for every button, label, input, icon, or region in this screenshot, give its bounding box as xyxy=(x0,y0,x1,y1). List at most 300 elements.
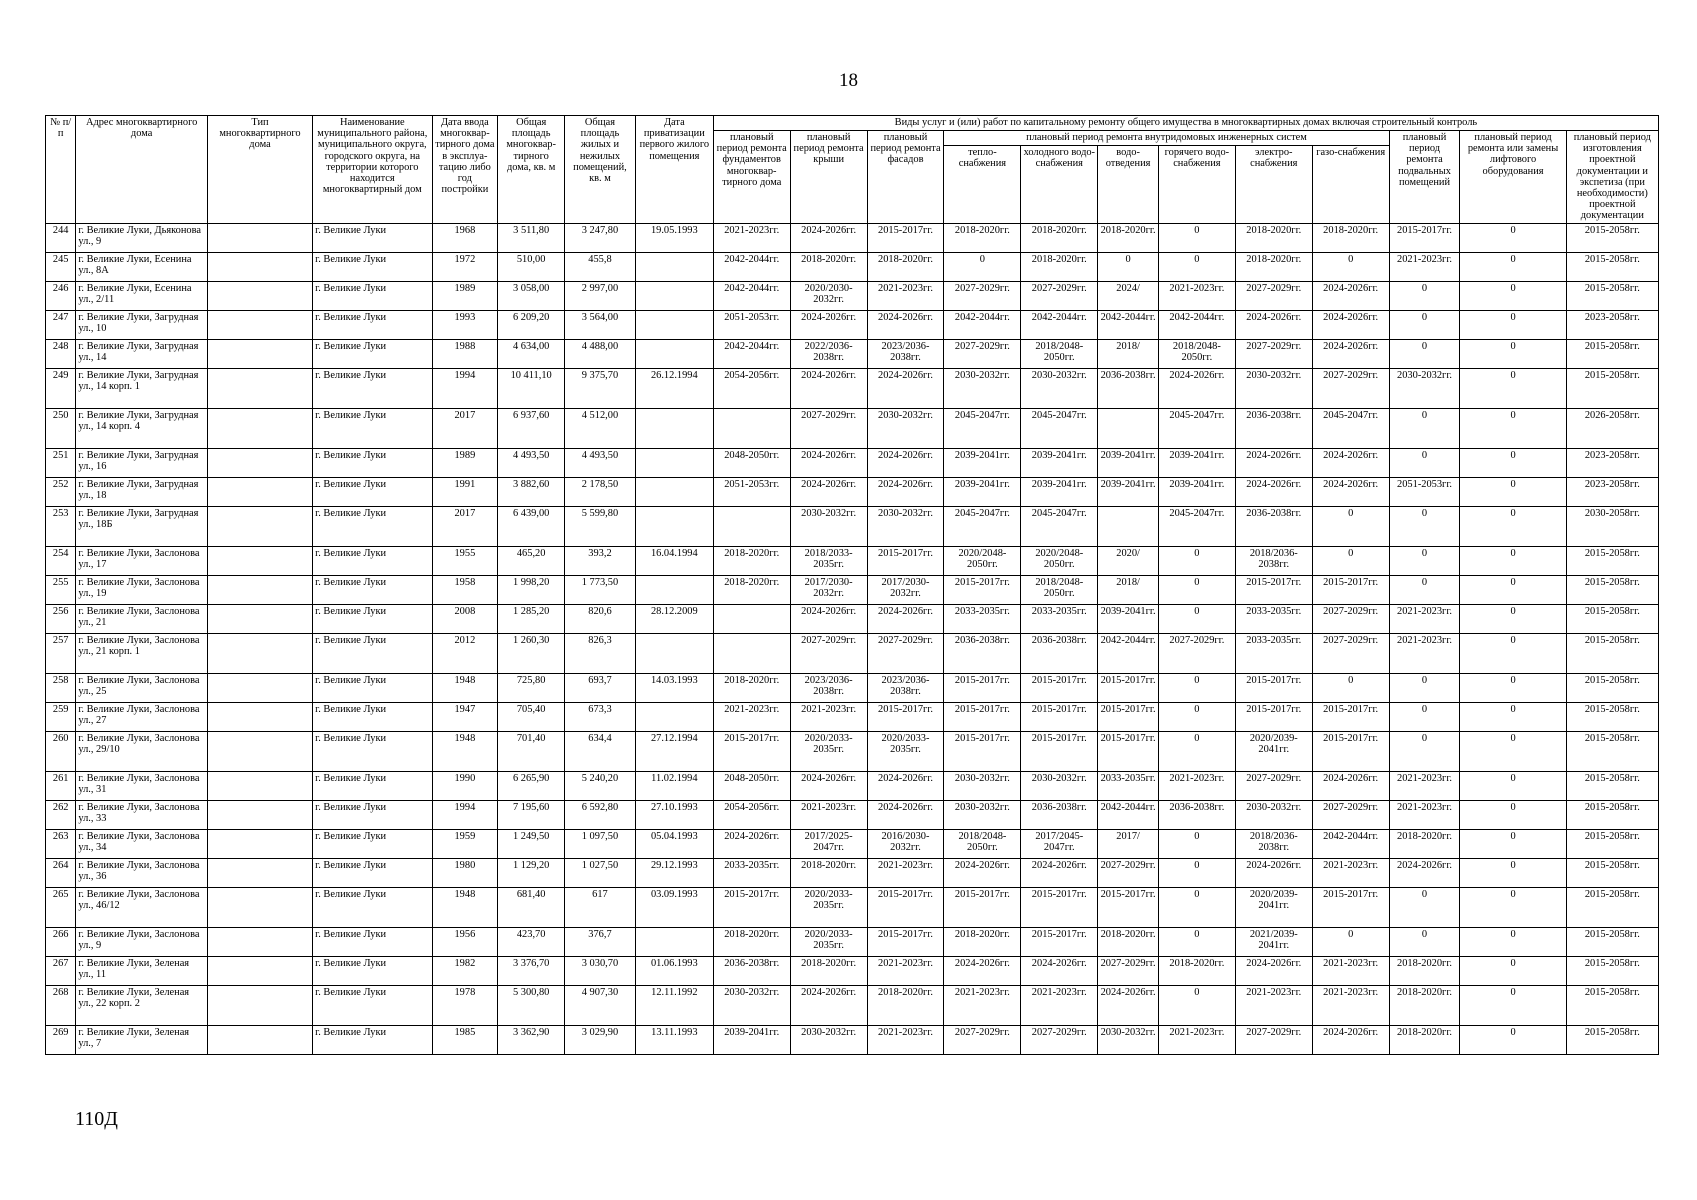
row-electric: 2015-2017гг. xyxy=(1235,673,1312,702)
row-hot-water: 2021-2023гг. xyxy=(1158,1025,1235,1054)
row-privatization-date: 01.06.1993 xyxy=(635,956,713,985)
row-total-area: 6 439,00 xyxy=(498,506,565,546)
row-design-docs: 2015-2058гг. xyxy=(1566,731,1658,771)
row-num: 262 xyxy=(46,800,76,829)
row-facade: 2021-2023гг. xyxy=(867,858,944,887)
row-num: 252 xyxy=(46,477,76,506)
row-cold-water: 2018-2020гг. xyxy=(1021,223,1098,252)
table-row xyxy=(46,702,1659,731)
row-address: г. Великие Луки, Заслонова ул., 31 xyxy=(76,771,208,800)
row-address: г. Великие Луки, Заслонова ул., 33 xyxy=(76,800,208,829)
row-address: г. Великие Луки, Зеленая ул., 7 xyxy=(76,1025,208,1054)
header-elevator: плановый период ремонта или замены лифтового оборудования xyxy=(1460,131,1566,224)
row-hot-water: 0 xyxy=(1158,702,1235,731)
row-total-area: 465,20 xyxy=(498,546,565,575)
row-basement: 0 xyxy=(1389,281,1460,310)
row-roof: 2020/2033-2035гг. xyxy=(790,887,867,927)
row-elevator: 0 xyxy=(1460,408,1566,448)
row-elevator: 0 xyxy=(1460,829,1566,858)
row-cold-water: 2024-2026гг. xyxy=(1021,858,1098,887)
row-electric: 2018-2020гг. xyxy=(1235,252,1312,281)
row-num: 248 xyxy=(46,339,76,368)
row-facade: 2016/2030-2032гг. xyxy=(867,829,944,858)
row-hot-water: 0 xyxy=(1158,575,1235,604)
row-total-area: 1 998,20 xyxy=(498,575,565,604)
row-roof: 2021-2023гг. xyxy=(790,800,867,829)
row-basement: 2021-2023гг. xyxy=(1389,633,1460,673)
row-type xyxy=(207,887,312,927)
row-elevator: 0 xyxy=(1460,731,1566,771)
row-facade: 2024-2026гг. xyxy=(867,800,944,829)
row-electric: 2018/2036-2038гг. xyxy=(1235,546,1312,575)
row-hot-water: 2018-2020гг. xyxy=(1158,956,1235,985)
row-electric: 2015-2017гг. xyxy=(1235,575,1312,604)
row-roof: 2024-2026гг. xyxy=(790,368,867,408)
row-address: г. Великие Луки, Заслонова ул., 9 xyxy=(76,927,208,956)
row-roof: 2022/2036-2038гг. xyxy=(790,339,867,368)
row-privatization-date xyxy=(635,702,713,731)
row-heat: 2020/2048-2050гг. xyxy=(944,546,1021,575)
row-foundation: 2039-2041гг. xyxy=(713,1025,790,1054)
row-roof: 2024-2026гг. xyxy=(790,223,867,252)
row-num: 246 xyxy=(46,281,76,310)
row-municipality: г. Великие Луки xyxy=(313,829,432,858)
row-elevator: 0 xyxy=(1460,956,1566,985)
row-facade: 2018-2020гг. xyxy=(867,985,944,1025)
row-total-area: 6 937,60 xyxy=(498,408,565,448)
row-sewerage: 2018/ xyxy=(1098,339,1159,368)
row-basement: 2018-2020гг. xyxy=(1389,829,1460,858)
header-facade: плановый период ремонта фасадов xyxy=(867,131,944,224)
row-num: 257 xyxy=(46,633,76,673)
row-cold-water: 2018/2048-2050гг. xyxy=(1021,339,1098,368)
row-design-docs: 2015-2058гг. xyxy=(1566,800,1658,829)
row-municipality: г. Великие Луки xyxy=(313,702,432,731)
row-privatization-date: 03.09.1993 xyxy=(635,887,713,927)
row-electric: 2036-2038гг. xyxy=(1235,408,1312,448)
row-privatization-date xyxy=(635,575,713,604)
row-foundation: 2054-2056гг. xyxy=(713,800,790,829)
row-cold-water: 2015-2017гг. xyxy=(1021,887,1098,927)
row-year: 1993 xyxy=(432,310,498,339)
row-sewerage: 2015-2017гг. xyxy=(1098,673,1159,702)
row-electric: 2027-2029гг. xyxy=(1235,281,1312,310)
row-privatization-date: 16.04.1994 xyxy=(635,546,713,575)
row-year: 1989 xyxy=(432,448,498,477)
row-design-docs: 2015-2058гг. xyxy=(1566,252,1658,281)
row-privatization-date: 19.05.1993 xyxy=(635,223,713,252)
row-sewerage: 2018-2020гг. xyxy=(1098,927,1159,956)
row-year: 1982 xyxy=(432,956,498,985)
row-year: 1948 xyxy=(432,731,498,771)
row-elevator: 0 xyxy=(1460,252,1566,281)
row-foundation: 2015-2017гг. xyxy=(713,731,790,771)
row-basement: 0 xyxy=(1389,673,1460,702)
row-hot-water: 0 xyxy=(1158,252,1235,281)
row-basement: 2021-2023гг. xyxy=(1389,252,1460,281)
row-address: г. Великие Луки, Загрудная ул., 18Б xyxy=(76,506,208,546)
row-basement: 0 xyxy=(1389,546,1460,575)
row-municipality: г. Великие Луки xyxy=(313,477,432,506)
table-body xyxy=(46,223,1659,1054)
row-heat: 2030-2032гг. xyxy=(944,800,1021,829)
table-row xyxy=(46,771,1659,800)
row-type xyxy=(207,281,312,310)
row-cold-water: 2027-2029гг. xyxy=(1021,281,1098,310)
row-address: г. Великие Луки, Есенина ул., 8А xyxy=(76,252,208,281)
row-facade: 2030-2032гг. xyxy=(867,408,944,448)
row-cold-water: 2033-2035гг. xyxy=(1021,604,1098,633)
row-hot-water: 0 xyxy=(1158,985,1235,1025)
row-electric: 2021-2023гг. xyxy=(1235,985,1312,1025)
row-electric: 2018-2020гг. xyxy=(1235,223,1312,252)
row-electric: 2030-2032гг. xyxy=(1235,800,1312,829)
table-row xyxy=(46,1025,1659,1054)
row-sewerage: 2024-2026гг. xyxy=(1098,985,1159,1025)
row-hot-water: 0 xyxy=(1158,887,1235,927)
row-type xyxy=(207,731,312,771)
row-year: 1947 xyxy=(432,702,498,731)
row-design-docs: 2015-2058гг. xyxy=(1566,546,1658,575)
row-municipality: г. Великие Луки xyxy=(313,252,432,281)
row-type xyxy=(207,339,312,368)
row-foundation: 2018-2020гг. xyxy=(713,927,790,956)
row-foundation: 2024-2026гг. xyxy=(713,829,790,858)
row-roof: 2018-2020гг. xyxy=(790,956,867,985)
row-year: 1958 xyxy=(432,575,498,604)
row-facade: 2024-2026гг. xyxy=(867,310,944,339)
row-residential-area: 4 488,00 xyxy=(565,339,636,368)
row-gas: 2027-2029гг. xyxy=(1312,368,1389,408)
row-sewerage: 2030-2032гг. xyxy=(1098,1025,1159,1054)
row-hot-water: 0 xyxy=(1158,546,1235,575)
row-address: г. Великие Луки, Зеленая ул., 22 корп. 2 xyxy=(76,985,208,1025)
row-municipality: г. Великие Луки xyxy=(313,339,432,368)
row-total-area: 510,00 xyxy=(498,252,565,281)
row-foundation: 2042-2044гг. xyxy=(713,339,790,368)
header-residential-area: Общая площадь жилых и нежилых помещений, кв. м xyxy=(565,116,636,224)
row-heat: 2042-2044гг. xyxy=(944,310,1021,339)
row-hot-water: 0 xyxy=(1158,673,1235,702)
row-hot-water: 2045-2047гг. xyxy=(1158,506,1235,546)
row-total-area: 6 265,90 xyxy=(498,771,565,800)
row-gas: 0 xyxy=(1312,506,1389,546)
row-total-area: 1 260,30 xyxy=(498,633,565,673)
row-total-area: 3 376,70 xyxy=(498,956,565,985)
row-design-docs: 2023-2058гг. xyxy=(1566,448,1658,477)
row-design-docs: 2015-2058гг. xyxy=(1566,927,1658,956)
row-design-docs: 2023-2058гг. xyxy=(1566,477,1658,506)
header-electric: электро-снабжения xyxy=(1235,146,1312,224)
row-total-area: 3 058,00 xyxy=(498,281,565,310)
row-num: 255 xyxy=(46,575,76,604)
row-cold-water: 2015-2017гг. xyxy=(1021,702,1098,731)
row-foundation: 2018-2020гг. xyxy=(713,673,790,702)
row-facade: 2024-2026гг. xyxy=(867,771,944,800)
row-elevator: 0 xyxy=(1460,339,1566,368)
row-sewerage: 2020/ xyxy=(1098,546,1159,575)
row-foundation: 2048-2050гг. xyxy=(713,771,790,800)
row-municipality: г. Великие Луки xyxy=(313,985,432,1025)
table-row xyxy=(46,927,1659,956)
row-facade: 2021-2023гг. xyxy=(867,956,944,985)
row-basement: 0 xyxy=(1389,731,1460,771)
row-address: г. Великие Луки, Заслонова ул., 19 xyxy=(76,575,208,604)
row-elevator: 0 xyxy=(1460,702,1566,731)
row-facade: 2015-2017гг. xyxy=(867,927,944,956)
row-privatization-date: 12.11.1992 xyxy=(635,985,713,1025)
row-type xyxy=(207,673,312,702)
row-municipality: г. Великие Луки xyxy=(313,448,432,477)
row-municipality: г. Великие Луки xyxy=(313,281,432,310)
row-hot-water: 2039-2041гг. xyxy=(1158,477,1235,506)
row-electric: 2015-2017гг. xyxy=(1235,702,1312,731)
row-num: 249 xyxy=(46,368,76,408)
row-residential-area: 9 375,70 xyxy=(565,368,636,408)
header-total-area: Общая площадь многоквар-тирного дома, кв. м xyxy=(498,116,565,224)
row-municipality: г. Великие Луки xyxy=(313,223,432,252)
row-heat: 2015-2017гг. xyxy=(944,673,1021,702)
row-year: 1972 xyxy=(432,252,498,281)
row-num: 247 xyxy=(46,310,76,339)
row-municipality: г. Великие Луки xyxy=(313,927,432,956)
row-type xyxy=(207,985,312,1025)
row-year: 1955 xyxy=(432,546,498,575)
row-sewerage xyxy=(1098,506,1159,546)
header-gas: газо-снабжения xyxy=(1312,146,1389,224)
row-year: 1948 xyxy=(432,673,498,702)
row-heat: 2015-2017гг. xyxy=(944,702,1021,731)
row-privatization-date: 05.04.1993 xyxy=(635,829,713,858)
row-residential-area: 4 512,00 xyxy=(565,408,636,448)
row-residential-area: 5 599,80 xyxy=(565,506,636,546)
row-residential-area: 4 907,30 xyxy=(565,985,636,1025)
row-foundation: 2015-2017гг. xyxy=(713,887,790,927)
row-address: г. Великие Луки, Загрудная ул., 14 xyxy=(76,339,208,368)
row-municipality: г. Великие Луки xyxy=(313,575,432,604)
row-residential-area: 3 030,70 xyxy=(565,956,636,985)
row-roof: 2024-2026гг. xyxy=(790,477,867,506)
row-electric: 2020/2039-2041гг. xyxy=(1235,887,1312,927)
row-cold-water: 2018-2020гг. xyxy=(1021,252,1098,281)
row-hot-water: 2045-2047гг. xyxy=(1158,408,1235,448)
row-sewerage: 2018/ xyxy=(1098,575,1159,604)
row-municipality: г. Великие Луки xyxy=(313,604,432,633)
table-row xyxy=(46,546,1659,575)
row-elevator: 0 xyxy=(1460,604,1566,633)
row-basement: 2021-2023гг. xyxy=(1389,771,1460,800)
row-heat: 2024-2026гг. xyxy=(944,956,1021,985)
row-elevator: 0 xyxy=(1460,985,1566,1025)
row-design-docs: 2015-2058гг. xyxy=(1566,223,1658,252)
row-electric: 2024-2026гг. xyxy=(1235,448,1312,477)
table-row xyxy=(46,985,1659,1025)
row-electric: 2027-2029гг. xyxy=(1235,1025,1312,1054)
row-design-docs: 2015-2058гг. xyxy=(1566,575,1658,604)
row-num: 250 xyxy=(46,408,76,448)
row-roof: 2024-2026гг. xyxy=(790,985,867,1025)
row-heat: 2024-2026гг. xyxy=(944,858,1021,887)
row-total-area: 725,80 xyxy=(498,673,565,702)
row-type xyxy=(207,771,312,800)
row-gas: 2027-2029гг. xyxy=(1312,604,1389,633)
row-privatization-date xyxy=(635,448,713,477)
row-hot-water: 0 xyxy=(1158,604,1235,633)
row-sewerage: 2015-2017гг. xyxy=(1098,887,1159,927)
row-basement: 0 xyxy=(1389,575,1460,604)
header-num: № п/п xyxy=(46,116,76,224)
row-type xyxy=(207,829,312,858)
row-year: 2017 xyxy=(432,408,498,448)
row-type xyxy=(207,800,312,829)
row-year: 2008 xyxy=(432,604,498,633)
row-total-area: 3 511,80 xyxy=(498,223,565,252)
row-basement: 2018-2020гг. xyxy=(1389,956,1460,985)
row-cold-water: 2042-2044гг. xyxy=(1021,310,1098,339)
row-basement: 0 xyxy=(1389,448,1460,477)
row-type xyxy=(207,956,312,985)
row-type xyxy=(207,368,312,408)
row-gas: 2015-2017гг. xyxy=(1312,575,1389,604)
row-gas: 2021-2023гг. xyxy=(1312,858,1389,887)
row-num: 256 xyxy=(46,604,76,633)
row-num: 264 xyxy=(46,858,76,887)
row-address: г. Великие Луки, Дьяконова ул., 9 xyxy=(76,223,208,252)
row-year: 1988 xyxy=(432,339,498,368)
row-hot-water: 0 xyxy=(1158,829,1235,858)
row-year: 1994 xyxy=(432,800,498,829)
row-foundation xyxy=(713,604,790,633)
row-residential-area: 826,3 xyxy=(565,633,636,673)
row-heat: 2015-2017гг. xyxy=(944,731,1021,771)
row-electric: 2021/2039-2041гг. xyxy=(1235,927,1312,956)
row-municipality: г. Великие Луки xyxy=(313,887,432,927)
row-residential-area: 634,4 xyxy=(565,731,636,771)
row-design-docs: 2015-2058гг. xyxy=(1566,985,1658,1025)
row-residential-area: 376,7 xyxy=(565,927,636,956)
row-elevator: 0 xyxy=(1460,800,1566,829)
header-hot-water: горячего водо-снабжения xyxy=(1158,146,1235,224)
row-residential-area: 393,2 xyxy=(565,546,636,575)
row-residential-area: 693,7 xyxy=(565,673,636,702)
row-roof: 2017/2030-2032гг. xyxy=(790,575,867,604)
row-type xyxy=(207,575,312,604)
row-address: г. Великие Луки, Загрудная ул., 18 xyxy=(76,477,208,506)
row-roof: 2030-2032гг. xyxy=(790,506,867,546)
row-elevator: 0 xyxy=(1460,448,1566,477)
row-privatization-date: 26.12.1994 xyxy=(635,368,713,408)
row-facade: 2015-2017гг. xyxy=(867,887,944,927)
row-facade: 2018-2020гг. xyxy=(867,252,944,281)
row-cold-water: 2015-2017гг. xyxy=(1021,673,1098,702)
row-type xyxy=(207,477,312,506)
row-address: г. Великие Луки, Заслонова ул., 17 xyxy=(76,546,208,575)
row-design-docs: 2015-2058гг. xyxy=(1566,702,1658,731)
row-design-docs: 2015-2058гг. xyxy=(1566,339,1658,368)
row-municipality: г. Великие Луки xyxy=(313,310,432,339)
row-residential-area: 3 247,80 xyxy=(565,223,636,252)
row-num: 259 xyxy=(46,702,76,731)
row-elevator: 0 xyxy=(1460,858,1566,887)
row-gas: 2027-2029гг. xyxy=(1312,633,1389,673)
row-basement: 0 xyxy=(1389,339,1460,368)
row-roof: 2018-2020гг. xyxy=(790,858,867,887)
row-facade: 2024-2026гг. xyxy=(867,477,944,506)
row-residential-area: 673,3 xyxy=(565,702,636,731)
row-sewerage: 2017/ xyxy=(1098,829,1159,858)
row-gas: 0 xyxy=(1312,673,1389,702)
table-row xyxy=(46,887,1659,927)
row-total-area: 4 493,50 xyxy=(498,448,565,477)
row-design-docs: 2015-2058гг. xyxy=(1566,829,1658,858)
row-address: г. Великие Луки, Зеленая ул., 11 xyxy=(76,956,208,985)
row-gas: 2015-2017гг. xyxy=(1312,731,1389,771)
row-design-docs: 2030-2058гг. xyxy=(1566,506,1658,546)
row-sewerage: 2036-2038гг. xyxy=(1098,368,1159,408)
row-residential-area: 3 029,90 xyxy=(565,1025,636,1054)
row-basement: 2051-2053гг. xyxy=(1389,477,1460,506)
row-heat: 2015-2017гг. xyxy=(944,575,1021,604)
row-electric: 2033-2035гг. xyxy=(1235,633,1312,673)
row-roof: 2023/2036-2038гг. xyxy=(790,673,867,702)
row-design-docs: 2015-2058гг. xyxy=(1566,633,1658,673)
row-basement: 2015-2017гг. xyxy=(1389,223,1460,252)
row-address: г. Великие Луки, Заслонова ул., 29/10 xyxy=(76,731,208,771)
row-privatization-date: 27.10.1993 xyxy=(635,800,713,829)
row-residential-area: 6 592,80 xyxy=(565,800,636,829)
table-row xyxy=(46,604,1659,633)
row-total-area: 681,40 xyxy=(498,887,565,927)
row-address: г. Великие Луки, Заслонова ул., 27 xyxy=(76,702,208,731)
row-sewerage: 2042-2044гг. xyxy=(1098,800,1159,829)
row-sewerage: 2042-2044гг. xyxy=(1098,633,1159,673)
row-gas: 2042-2044гг. xyxy=(1312,829,1389,858)
row-heat: 2036-2038гг. xyxy=(944,633,1021,673)
row-design-docs: 2026-2058гг. xyxy=(1566,408,1658,448)
row-address: г. Великие Луки, Заслонова ул., 46/12 xyxy=(76,887,208,927)
row-facade: 2015-2017гг. xyxy=(867,223,944,252)
row-electric: 2018/2036-2038гг. xyxy=(1235,829,1312,858)
row-sewerage: 2042-2044гг. xyxy=(1098,310,1159,339)
row-electric: 2036-2038гг. xyxy=(1235,506,1312,546)
row-year: 1991 xyxy=(432,477,498,506)
capital-repair-table xyxy=(45,115,1659,1055)
row-basement: 0 xyxy=(1389,310,1460,339)
row-municipality: г. Великие Луки xyxy=(313,858,432,887)
row-roof: 2018-2020гг. xyxy=(790,252,867,281)
row-year: 1989 xyxy=(432,281,498,310)
row-type xyxy=(207,223,312,252)
row-gas: 2027-2029гг. xyxy=(1312,800,1389,829)
row-electric: 2024-2026гг. xyxy=(1235,858,1312,887)
row-elevator: 0 xyxy=(1460,506,1566,546)
row-heat: 2045-2047гг. xyxy=(944,506,1021,546)
row-residential-area: 1 027,50 xyxy=(565,858,636,887)
row-year: 1978 xyxy=(432,985,498,1025)
row-roof: 2027-2029гг. xyxy=(790,633,867,673)
row-roof: 2021-2023гг. xyxy=(790,702,867,731)
row-privatization-date xyxy=(635,633,713,673)
row-elevator: 0 xyxy=(1460,575,1566,604)
row-gas: 2024-2026гг. xyxy=(1312,771,1389,800)
row-num: 251 xyxy=(46,448,76,477)
row-gas: 2021-2023гг. xyxy=(1312,985,1389,1025)
table-row xyxy=(46,800,1659,829)
row-facade: 2024-2026гг. xyxy=(867,604,944,633)
header-basement: плановый период ремонта подвальных помещений xyxy=(1389,131,1460,224)
row-heat: 0 xyxy=(944,252,1021,281)
row-roof: 2024-2026гг. xyxy=(790,310,867,339)
